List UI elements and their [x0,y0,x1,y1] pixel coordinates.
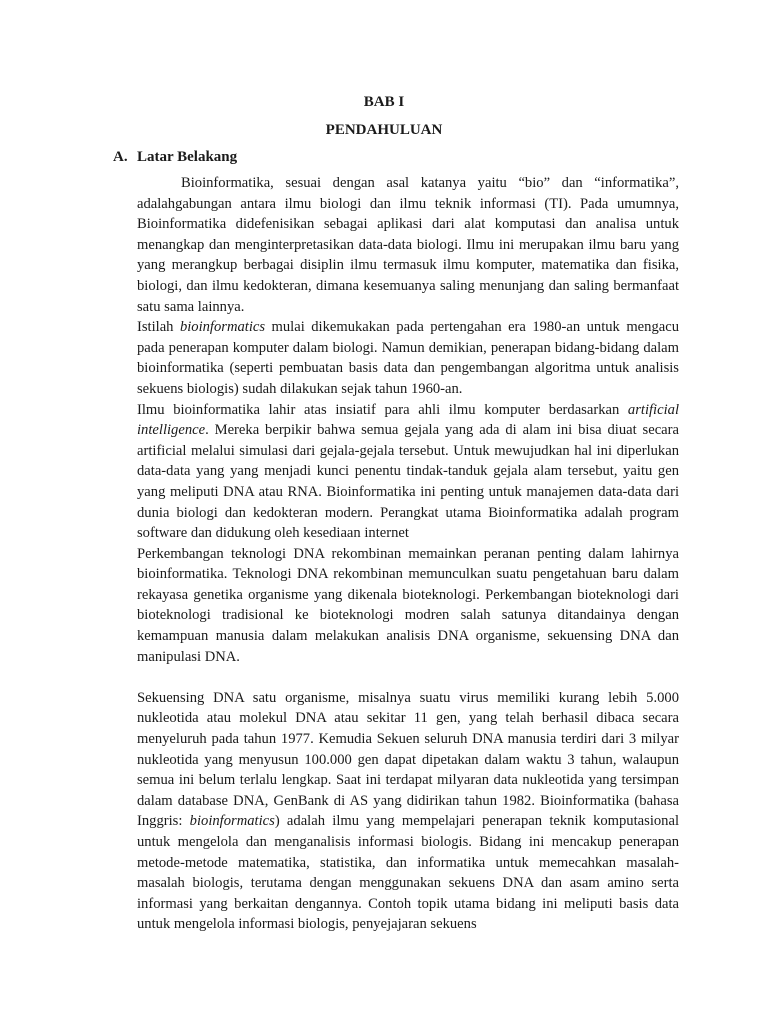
section-heading [113,148,237,166]
paragraph-3-text-a: Ilmu bioinformatika lahir atas insiatif para ahli ilmu komputer berdasarkan [137,401,628,418]
paragraph-2-text-b: mulai dikemukakan pada pertengahan era 1980-an untuk mengacu pada penerapan komputer dalam biologi. Namun demikian, penerapan bidang-bidang dalam bioinformatika (seperti pembuatan basis data dan pengembangan algoritma untuk analisis sekuens biologis) sudah dilakukan sejak tahun 1960-an. [137,319,679,397]
paragraph-3 [137,400,679,544]
chapter-title: PENDAHULUAN [325,122,443,138]
paragraph-3-text-b: . Mereka berpikir bahwa semua gejala yang ada di alam ini bisa diuat secara artificial melalui simulasi dari gejala-gejala tersebut. Untuk mewujudkan hal ini diperlukan data-data yang yang menjadi kunci penentu tindak-tanduk gejala alam tersebut, yaitu gen yang meliputi DNA atau RNA. Bioinformatika ini penting untuk manajemen data-data dari dunia biologi dan kedokteran modern. Perangkat utama Bioinformatika adalah program software dan didukung oleh kesediaan internet [137,422,679,542]
paragraph-3-term: artificial intelligence [137,401,679,439]
paragraph-5-text-a: Sekuensing DNA satu organisme, misalnya suatu virus memiliki kurang lebih 5.000 nukleotida atau molekul DNA atau sekitar 11 gen, yang telah berhasil dibaca secara menyeluruh pada tahun 1977. Kemudia Sekuen seluruh DNA manusia terdiri dari 3 milyar nukleotida yang menyusun 100.000 gen dapat dipetakan dalam waktu 3 tahun, walaupun semua ini belum terlalu lengkap. Saat ini terdapat milyaran data nukleotida yang tersimpan dalam database DNA, GenBank di AS yang didirikan tahun 1982. Bioinformatika (bahasa Inggris: [137,689,679,830]
paragraph-2-text-a: Istilah [137,319,180,336]
paragraph-2 [137,317,679,399]
paragraph-4: Perkembangan teknologi DNA rekombinan memainkan peranan penting dalam lahirnya bioinformatika. Teknologi DNA rekombinan memunculkan suatu pengetahuan baru dalam rekayasa genetika organisme yang dikenala bioteknologi. Perkembangan bioteknologi dari bioteknologi tradisional ke bioteknologi modren salah satunya ditandainya dengan kemampuan manusia dalam melakukan analisis DNA organisme, sekuensing DNA dan manipulasi DNA. [137,545,679,665]
body-text [137,173,679,935]
paragraph-1: Bioinformatika, sesuai dengan asal katanya yaitu “bio” dan “informatika”, adalahgabungan antara ilmu biologi dan ilmu teknik informasi (TI). Pada umumnya, Bioinformatika didefenisikan sebagai aplikasi dari alat komputasi dan analisa untuk menangkap dan menginterpretasikan data-data biologi. Ilmu ini merupakan ilmu baru yang yang merangkup berbagai disiplin ilmu termasuk ilmu komputer, matematika dan fisika, biologi, dan ilmu kedokteran, dimana kesemuanya saling menunjang dan saling bermanfaat satu sama lainnya. [137,175,679,315]
paragraph-5 [137,688,679,935]
chapter-number: BAB I [363,94,405,110]
paragraph-2-term: bioinformatics [179,319,266,336]
paragraph-5-text-b: ) adalah ilmu yang mempelajari penerapan teknik komputasional untuk mengelola dan menganalisis informasi biologis. Bidang ini mencakup penerapan metode-metode matematika, statistika, dan informatika untuk memecahkan masalah-masalah biologis, terutama dengan menggunakan sekuens DNA dan asam amino serta informasi yang berkaitan dengannya. Contoh topik utama bidang ini meliputi basis data untuk mengelola informasi biologis, penyejajaran sekuens [137,813,679,933]
paragraph-5-term: bioinformatics [189,813,275,830]
section-marker: A. [113,149,128,165]
section-title: Latar Belakang [137,149,238,165]
